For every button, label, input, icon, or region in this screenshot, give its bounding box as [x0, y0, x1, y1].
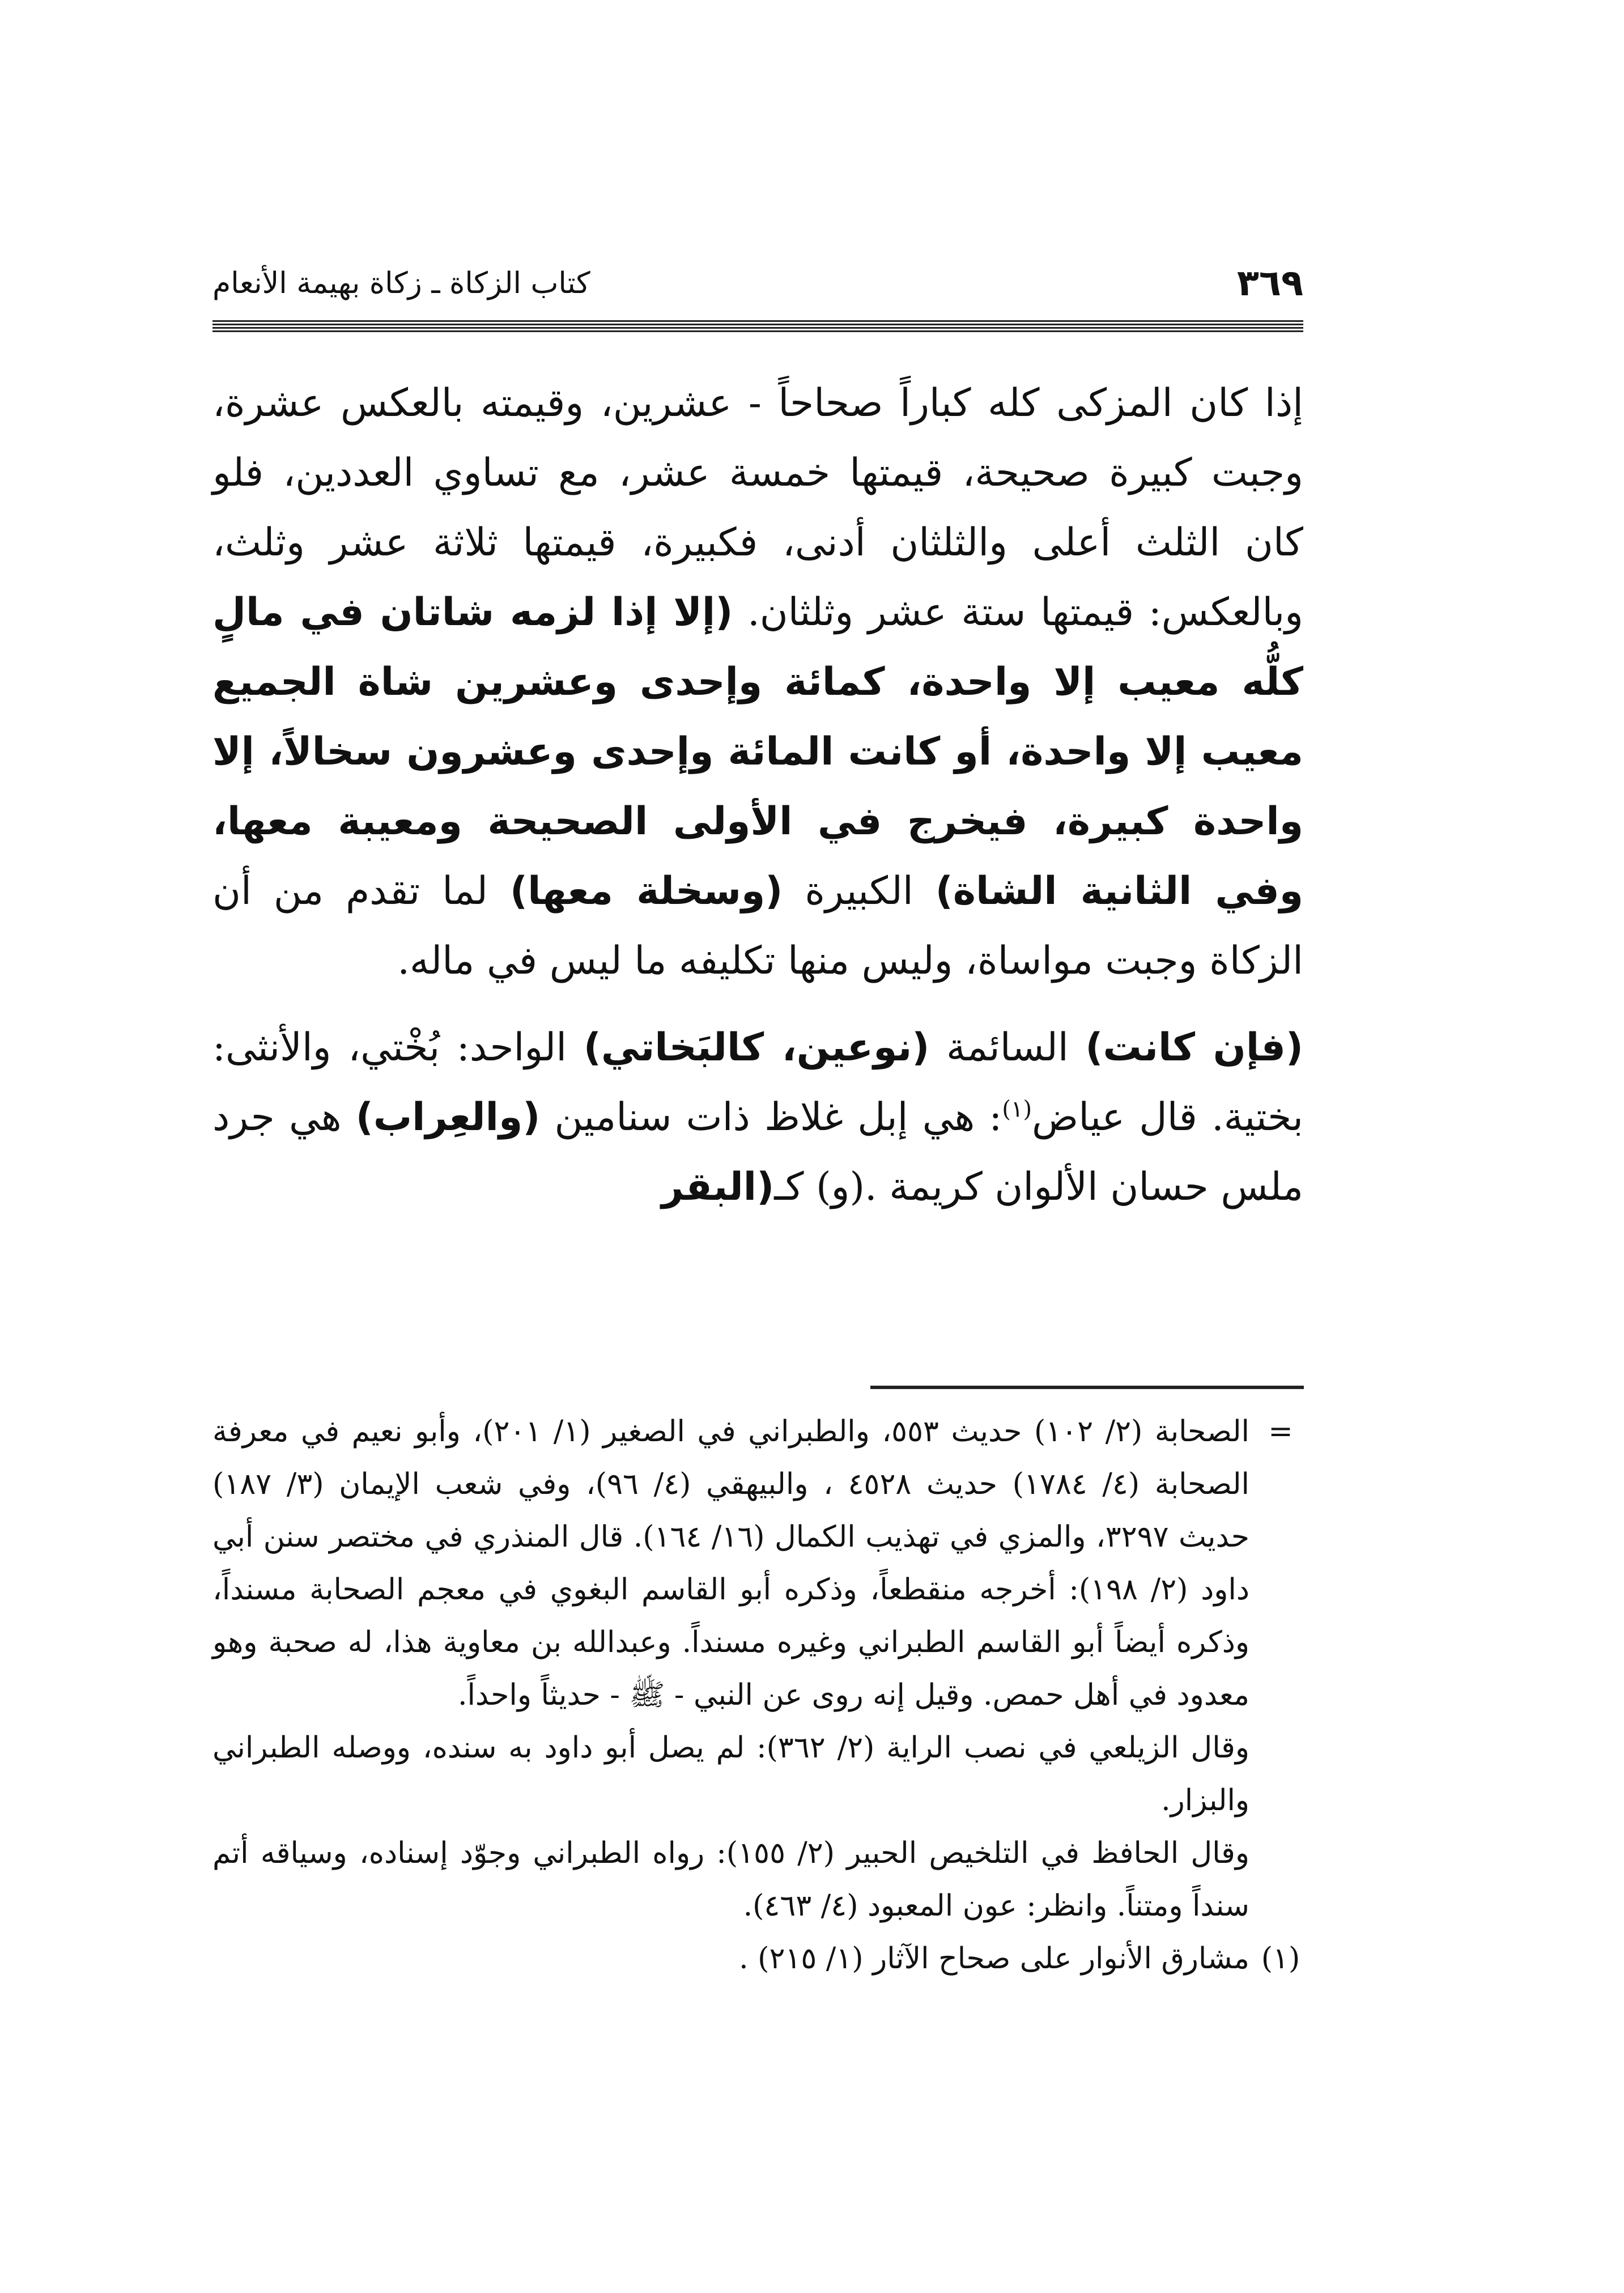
footnote-continued	[212, 1405, 1303, 1722]
footnote-text: وقال الحافظ في التلخيص الحبير (٢/ ١٥٥): رواه الطبراني وجوّد إسناده، وسياقه أتم سنداً ومتناً. وانظر: عون المعبود (٤/ ٤٦٣).	[212, 1836, 1249, 1923]
page-number: ٣٦٩	[1236, 262, 1303, 304]
running-title: كتاب الزكاة ـ زكاة بهيمة الأنعام	[212, 266, 590, 300]
bold-matn-run: (وسخلة معها)	[510, 869, 783, 914]
footnote-paragraph	[212, 1722, 1303, 1827]
bold-matn-run: (إلا إذا لزمه شاتان في مالٍ كلُّه معيب إلا واحدة، كمائة وإحدى وعشرين شاة الجميع معيب إلا واحدة، أو كانت المائة وإحدى وعشرون سخالاً، إلا واحدة كبيرة، فيخرج في الأولى الصحيحة ومعيبة معها، وفي الثانية الشاة)	[212, 590, 1303, 914]
page-header	[212, 249, 1303, 317]
text-run: : هي إبل غلاظ ذات سنامين	[540, 1095, 1002, 1140]
bold-matn-run: (والعِراب)	[355, 1095, 541, 1140]
footnote-separator	[870, 1386, 1304, 1389]
paragraph-1	[212, 368, 1303, 996]
paragraph-2	[212, 1013, 1303, 1222]
text-run: الواحد: بُخْتي، والأنثى: بختية. قال عياض	[212, 1025, 1303, 1140]
bold-matn-run: (نوعين، كالبَخاتي)	[583, 1025, 930, 1070]
bold-matn-run: (فإن كانت)	[1085, 1025, 1303, 1070]
footnote-text: مشارق الأنوار على صحاح الآثار (١/ ٢١٥) .	[739, 1942, 1249, 1976]
footnote-paragraph	[212, 1827, 1303, 1933]
footnotes	[212, 1405, 1303, 1985]
footnote-reference[interactable]: (١)	[1002, 1096, 1032, 1123]
footnote-marker: (١)	[1261, 1942, 1300, 1976]
footnote-text: وقال الزيلعي في نصب الراية (٢/ ٣٦٢): لم يصل أبو داود به سنده، ووصله الطبراني والبزار.	[212, 1731, 1250, 1818]
text-run: هي جرد ملس حسان الألوان كريمة .(و) كـ	[212, 1095, 1303, 1209]
text-run: إذا كان المزكى كله كباراً صحاحاً - عشرين، وقيمته بالعكس عشرة، وجبت كبيرة صحيحة، قيمتها خمسة عشر، مع تساوي العددين، فلو كان الثلث أعلى والثلثان أدنى، فكبيرة، قيمتها ثلاثة عشر وثلث، وبالعكس: قيمتها ستة عشر وثلثان.	[212, 381, 1304, 635]
text-run: الكبيرة	[783, 869, 936, 914]
text-run: لما تقدم من أن الزكاة وجبت مواساة، وليس منها تكليفه ما ليس في ماله.	[212, 869, 1303, 983]
footnote-text: الصحابة (٢/ ١٠٢) حديث ٥٥٣، والطبراني في الصغير (١/ ٢٠١)، وأبو نعيم في معرفة الصحابة (٤/ ١٧٨٤) حديث ٤٥٢٨ ، والبيهقي (٤/ ٩٦)، وفي شعب الإيمان (٣/ ١٨٧) حديث ٣٢٩٧، والمزي في تهذيب الكمال (١٦/ ١٦٤). قال المنذري في مختصر سنن أبي داود (٢/ ١٩٨): أخرجه منقطعاً، وذكره أبو القاسم البغوي في معجم الصحابة مسنداً، وذكره أيضاً أبو القاسم الطبراني وغيره مسنداً. وعبدالله بن معاوية هذا، له صحبة وهو معدود في أهل حمص. وقيل إنه روى عن النبي - ﷺ - حديثاً واحداً.	[212, 1415, 1249, 1712]
text-run: السائمة	[929, 1025, 1086, 1070]
footnote-1	[212, 1933, 1303, 1985]
main-text	[212, 368, 1303, 1222]
footnote-marker: =	[1268, 1415, 1293, 1449]
bold-matn-run: (البقر	[661, 1165, 775, 1209]
header-rule	[212, 320, 1303, 333]
